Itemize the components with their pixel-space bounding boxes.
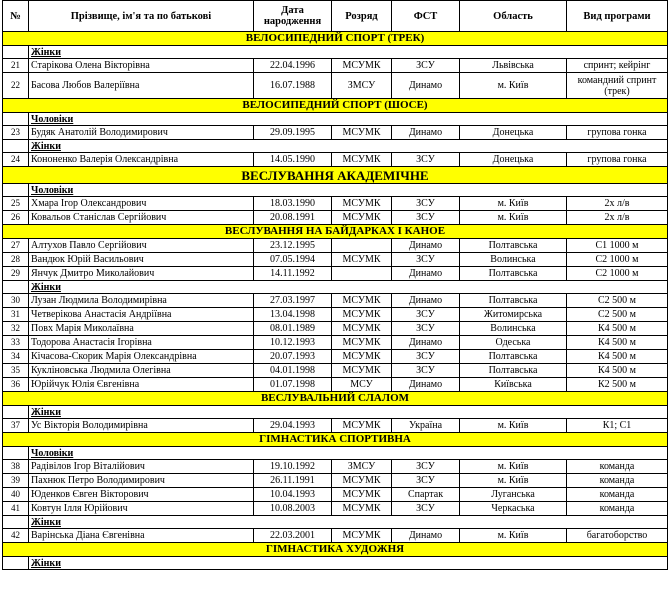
- program-cell: С2 1000 м: [567, 267, 668, 281]
- athlete-row: [3, 350, 668, 364]
- region-cell: м. Київ: [460, 197, 567, 211]
- region-cell: м. Київ: [460, 474, 567, 488]
- group-empty-cell: [3, 557, 29, 570]
- birth-date-cell: 04.01.1998: [254, 364, 332, 378]
- sports-society-cell: ЗСУ: [392, 308, 460, 322]
- full-name-cell: Кононенко Валерія Олександрівна: [29, 153, 254, 167]
- sports-society-cell: Динамо: [392, 336, 460, 350]
- gender-group-row: [3, 281, 668, 294]
- program-cell: К4 500 м: [567, 336, 668, 350]
- athlete-row: [3, 267, 668, 281]
- rank-cell: МСУМК: [332, 253, 392, 267]
- region-cell: Луганська: [460, 488, 567, 502]
- birth-date-cell: 29.09.1995: [254, 126, 332, 140]
- program-cell: групова гонка: [567, 153, 668, 167]
- athlete-row: [3, 474, 668, 488]
- athlete-row: [3, 73, 668, 99]
- sports-society-cell: ЗСУ: [392, 59, 460, 73]
- birth-date-cell: 13.04.1998: [254, 308, 332, 322]
- rank-cell: ЗМСУ: [332, 73, 392, 99]
- athlete-row: [3, 488, 668, 502]
- row-number-cell: 37: [3, 419, 29, 433]
- row-number-cell: 35: [3, 364, 29, 378]
- sport-section-header: [3, 392, 668, 406]
- sports-society-cell: ЗСУ: [392, 253, 460, 267]
- region-cell: Донецька: [460, 126, 567, 140]
- birth-date-cell: 14.05.1990: [254, 153, 332, 167]
- sports-society-cell: Динамо: [392, 294, 460, 308]
- athlete-row: [3, 308, 668, 322]
- region-cell: Львівська: [460, 59, 567, 73]
- gender-group-row: [3, 140, 668, 153]
- birth-date-cell: 19.10.1992: [254, 460, 332, 474]
- row-number-cell: 25: [3, 197, 29, 211]
- rank-cell: МСУМК: [332, 308, 392, 322]
- athlete-row: [3, 364, 668, 378]
- row-number-cell: 34: [3, 350, 29, 364]
- row-number-cell: 21: [3, 59, 29, 73]
- athlete-row: [3, 502, 668, 516]
- group-empty-cell: [3, 281, 29, 294]
- sport-title: ВЕЛОСИПЕДНИЙ СПОРТ (ТРЕК): [3, 32, 668, 46]
- gender-group-label: Чоловіки: [29, 447, 668, 460]
- program-cell: К2 500 м: [567, 378, 668, 392]
- birth-date-cell: 22.04.1996: [254, 59, 332, 73]
- full-name-cell: Янчук Дмитро Миколайович: [29, 267, 254, 281]
- sports-society-cell: ЗСУ: [392, 197, 460, 211]
- gender-group-label: Чоловіки: [29, 113, 668, 126]
- rank-cell: МСУМК: [332, 350, 392, 364]
- rank-cell: МСУМК: [332, 336, 392, 350]
- header-number: №: [3, 1, 29, 32]
- rank-cell: МСУМК: [332, 488, 392, 502]
- sport-section-header: [3, 99, 668, 113]
- sports-society-cell: ЗСУ: [392, 322, 460, 336]
- region-cell: м. Київ: [460, 419, 567, 433]
- athlete-row: [3, 153, 668, 167]
- full-name-cell: Юрійчук Юлія Євгенівна: [29, 378, 254, 392]
- birth-date-cell: 18.03.1990: [254, 197, 332, 211]
- sports-society-cell: ЗСУ: [392, 502, 460, 516]
- full-name-cell: Пахнюк Петро Володимирович: [29, 474, 254, 488]
- sports-society-cell: Україна: [392, 419, 460, 433]
- row-number-cell: 42: [3, 529, 29, 543]
- rank-cell: МСУМК: [332, 294, 392, 308]
- group-empty-cell: [3, 184, 29, 197]
- gender-group-row: [3, 557, 668, 570]
- gender-group-row: [3, 516, 668, 529]
- full-name-cell: Кукліновська Людмила Олегівна: [29, 364, 254, 378]
- row-number-cell: 31: [3, 308, 29, 322]
- full-name-cell: Ус Вікторія Володимирівна: [29, 419, 254, 433]
- full-name-cell: Вандюк Юрій Васильович: [29, 253, 254, 267]
- full-name-cell: Повх Марія Миколаївна: [29, 322, 254, 336]
- birth-date-cell: 26.11.1991: [254, 474, 332, 488]
- program-cell: К4 500 м: [567, 364, 668, 378]
- gender-group-label: Жінки: [29, 281, 668, 294]
- sports-society-cell: Динамо: [392, 239, 460, 253]
- athlete-row: [3, 211, 668, 225]
- program-cell: К4 500 м: [567, 350, 668, 364]
- program-cell: С2 1000 м: [567, 253, 668, 267]
- program-cell: С1 1000 м: [567, 239, 668, 253]
- sport-title: ВЕСЛУВАННЯ АКАДЕМІЧНЕ: [3, 167, 668, 184]
- gender-group-row: [3, 113, 668, 126]
- region-cell: м. Київ: [460, 73, 567, 99]
- group-empty-cell: [3, 46, 29, 59]
- region-cell: Одеська: [460, 336, 567, 350]
- full-name-cell: Старікова Олена Вікторівна: [29, 59, 254, 73]
- rank-cell: [332, 267, 392, 281]
- athlete-row: [3, 460, 668, 474]
- full-name-cell: Радівілов Ігор Віталійович: [29, 460, 254, 474]
- sport-title: ВЕЛОСИПЕДНИЙ СПОРТ (ШОСЕ): [3, 99, 668, 113]
- gender-group-row: [3, 406, 668, 419]
- full-name-cell: Варінська Діана Євгенівна: [29, 529, 254, 543]
- full-name-cell: Лузан Людмила Володимирівна: [29, 294, 254, 308]
- program-cell: командний спринт (трек): [567, 73, 668, 99]
- athlete-row: [3, 322, 668, 336]
- row-number-cell: 28: [3, 253, 29, 267]
- row-number-cell: 24: [3, 153, 29, 167]
- row-number-cell: 36: [3, 378, 29, 392]
- sports-society-cell: ЗСУ: [392, 460, 460, 474]
- birth-date-cell: 10.12.1993: [254, 336, 332, 350]
- table-body: [3, 32, 668, 570]
- program-cell: групова гонка: [567, 126, 668, 140]
- athlete-row: [3, 419, 668, 433]
- row-number-cell: 39: [3, 474, 29, 488]
- rank-cell: МСУ: [332, 378, 392, 392]
- header-birth-date: Дата народження: [254, 1, 332, 32]
- birth-date-cell: 27.03.1997: [254, 294, 332, 308]
- rank-cell: МСУМК: [332, 364, 392, 378]
- athlete-row: [3, 59, 668, 73]
- group-empty-cell: [3, 406, 29, 419]
- athlete-row: [3, 529, 668, 543]
- full-name-cell: Кічасова-Скорик Марія Олександрівна: [29, 350, 254, 364]
- region-cell: Черкаська: [460, 502, 567, 516]
- athletes-table: [2, 0, 668, 570]
- sports-society-cell: ЗСУ: [392, 211, 460, 225]
- row-number-cell: 26: [3, 211, 29, 225]
- rank-cell: МСУМК: [332, 322, 392, 336]
- rank-cell: МСУМК: [332, 211, 392, 225]
- region-cell: м. Київ: [460, 211, 567, 225]
- row-number-cell: 27: [3, 239, 29, 253]
- gender-group-row: [3, 46, 668, 59]
- row-number-cell: 38: [3, 460, 29, 474]
- full-name-cell: Четверікова Анастасія Андріївна: [29, 308, 254, 322]
- sport-section-header: [3, 225, 668, 239]
- rank-cell: МСУМК: [332, 474, 392, 488]
- sports-society-cell: Динамо: [392, 267, 460, 281]
- gender-group-label: Жінки: [29, 140, 668, 153]
- header-full-name: Прізвище, ім'я та по батькові: [29, 1, 254, 32]
- gender-group-label: Жінки: [29, 516, 668, 529]
- rank-cell: МСУМК: [332, 197, 392, 211]
- full-name-cell: Алтухов Павло Сергійович: [29, 239, 254, 253]
- group-empty-cell: [3, 140, 29, 153]
- birth-date-cell: 14.11.1992: [254, 267, 332, 281]
- header-program: Вид програми: [567, 1, 668, 32]
- region-cell: Полтавська: [460, 239, 567, 253]
- athlete-row: [3, 239, 668, 253]
- program-cell: команда: [567, 460, 668, 474]
- rank-cell: [332, 239, 392, 253]
- program-cell: команда: [567, 474, 668, 488]
- program-cell: команда: [567, 502, 668, 516]
- sport-section-header: [3, 167, 668, 184]
- row-number-cell: 22: [3, 73, 29, 99]
- sports-society-cell: Спартак: [392, 488, 460, 502]
- program-cell: 2х л/в: [567, 211, 668, 225]
- region-cell: Київська: [460, 378, 567, 392]
- sports-society-cell: ЗСУ: [392, 474, 460, 488]
- full-name-cell: Юденков Євген Вікторович: [29, 488, 254, 502]
- row-number-cell: 32: [3, 322, 29, 336]
- full-name-cell: Ковальов Станіслав Сергійович: [29, 211, 254, 225]
- program-cell: команда: [567, 488, 668, 502]
- birth-date-cell: 16.07.1988: [254, 73, 332, 99]
- athlete-row: [3, 336, 668, 350]
- header-sports-society: ФСТ: [392, 1, 460, 32]
- rank-cell: МСУМК: [332, 153, 392, 167]
- rank-cell: МСУМК: [332, 529, 392, 543]
- sports-society-cell: ЗСУ: [392, 153, 460, 167]
- athlete-row: [3, 197, 668, 211]
- row-number-cell: 29: [3, 267, 29, 281]
- program-cell: К1; С1: [567, 419, 668, 433]
- region-cell: Полтавська: [460, 364, 567, 378]
- group-empty-cell: [3, 516, 29, 529]
- rank-cell: ЗМСУ: [332, 460, 392, 474]
- group-empty-cell: [3, 447, 29, 460]
- sports-society-cell: Динамо: [392, 126, 460, 140]
- gender-group-label: Чоловіки: [29, 184, 668, 197]
- region-cell: Полтавська: [460, 294, 567, 308]
- region-cell: Донецька: [460, 153, 567, 167]
- program-cell: К4 500 м: [567, 322, 668, 336]
- athlete-row: [3, 378, 668, 392]
- sport-title: ГІМНАСТИКА ХУДОЖНЯ: [3, 543, 668, 557]
- region-cell: м. Київ: [460, 529, 567, 543]
- sport-section-header: [3, 32, 668, 46]
- sports-society-cell: Динамо: [392, 73, 460, 99]
- region-cell: Полтавська: [460, 350, 567, 364]
- program-cell: С2 500 м: [567, 294, 668, 308]
- sport-title: ГІМНАСТИКА СПОРТИВНА: [3, 433, 668, 447]
- gender-group-label: Жінки: [29, 46, 668, 59]
- full-name-cell: Хмара Ігор Олександрович: [29, 197, 254, 211]
- sport-section-header: [3, 433, 668, 447]
- rank-cell: МСУМК: [332, 59, 392, 73]
- birth-date-cell: 29.04.1993: [254, 419, 332, 433]
- athlete-row: [3, 294, 668, 308]
- sports-society-cell: Динамо: [392, 529, 460, 543]
- program-cell: багатоборство: [567, 529, 668, 543]
- birth-date-cell: 08.01.1989: [254, 322, 332, 336]
- birth-date-cell: 10.04.1993: [254, 488, 332, 502]
- full-name-cell: Басова Любов Валеріївна: [29, 73, 254, 99]
- rank-cell: МСУМК: [332, 502, 392, 516]
- sports-society-cell: ЗСУ: [392, 350, 460, 364]
- sport-title: ВЕСЛУВАННЯ НА БАЙДАРКАХ І КАНОЕ: [3, 225, 668, 239]
- birth-date-cell: 20.08.1991: [254, 211, 332, 225]
- region-cell: Житомирська: [460, 308, 567, 322]
- row-number-cell: 40: [3, 488, 29, 502]
- birth-date-cell: 22.03.2001: [254, 529, 332, 543]
- full-name-cell: Будяк Анатолій Володимирович: [29, 126, 254, 140]
- header-region: Область: [460, 1, 567, 32]
- birth-date-cell: 23.12.1995: [254, 239, 332, 253]
- table-header-row: [3, 1, 668, 32]
- program-cell: 2х л/в: [567, 197, 668, 211]
- full-name-cell: Ковтун Ілля Юрійович: [29, 502, 254, 516]
- birth-date-cell: 07.05.1994: [254, 253, 332, 267]
- header-rank: Розряд: [332, 1, 392, 32]
- region-cell: Полтавська: [460, 267, 567, 281]
- birth-date-cell: 10.08.2003: [254, 502, 332, 516]
- row-number-cell: 30: [3, 294, 29, 308]
- full-name-cell: Тодорова Анастасія Ігорівна: [29, 336, 254, 350]
- sport-section-header: [3, 543, 668, 557]
- rank-cell: МСУМК: [332, 419, 392, 433]
- region-cell: м. Київ: [460, 460, 567, 474]
- region-cell: Волинська: [460, 322, 567, 336]
- sports-society-cell: Динамо: [392, 378, 460, 392]
- birth-date-cell: 01.07.1998: [254, 378, 332, 392]
- program-cell: С2 500 м: [567, 308, 668, 322]
- athlete-row: [3, 253, 668, 267]
- athlete-row: [3, 126, 668, 140]
- birth-date-cell: 20.07.1993: [254, 350, 332, 364]
- gender-group-label: Жінки: [29, 557, 668, 570]
- rank-cell: МСУМК: [332, 126, 392, 140]
- row-number-cell: 23: [3, 126, 29, 140]
- group-empty-cell: [3, 113, 29, 126]
- row-number-cell: 33: [3, 336, 29, 350]
- row-number-cell: 41: [3, 502, 29, 516]
- gender-group-label: Жінки: [29, 406, 668, 419]
- sport-title: ВЕСЛУВАЛЬНИЙ СЛАЛОМ: [3, 392, 668, 406]
- region-cell: Волинська: [460, 253, 567, 267]
- program-cell: спринт; кейрінг: [567, 59, 668, 73]
- gender-group-row: [3, 447, 668, 460]
- gender-group-row: [3, 184, 668, 197]
- sports-society-cell: ЗСУ: [392, 364, 460, 378]
